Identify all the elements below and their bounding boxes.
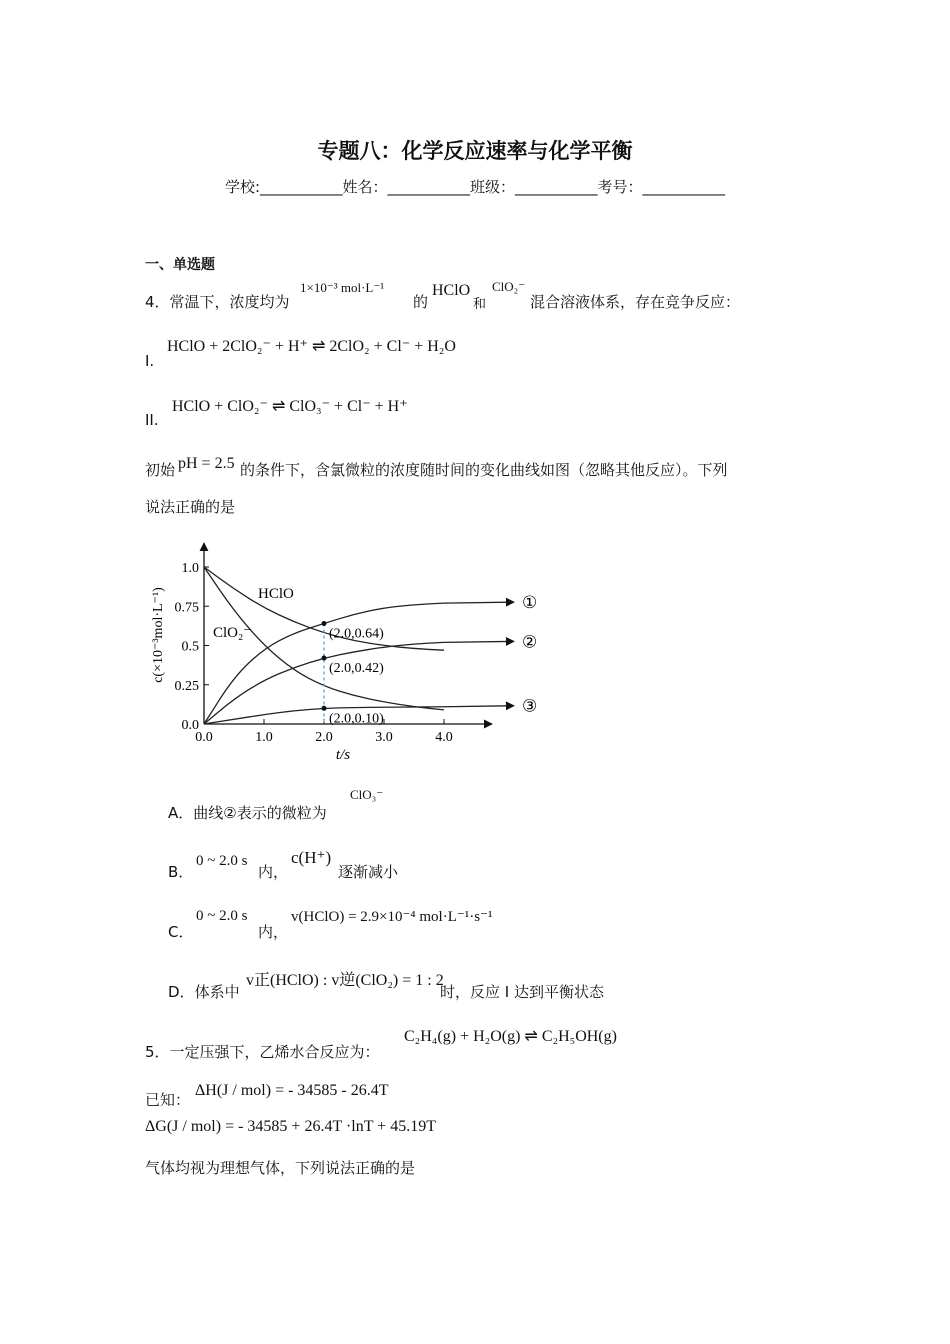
q4-ph: pH = 2.5 (178, 455, 235, 472)
q5-intro-line (145, 1041, 380, 1062)
series-end-label: ① (522, 593, 538, 613)
option-c-mid: 内， (258, 923, 289, 941)
option-a-label: A． (168, 804, 194, 822)
option-a[interactable] (168, 802, 327, 823)
q4-number: 4． (145, 293, 170, 311)
option-c[interactable] (168, 921, 193, 942)
option-d-text-a: 体系中 (194, 983, 240, 1001)
q5-known-label: 已知： (145, 1091, 191, 1109)
q4-condition-c: 说法正确的是 (145, 498, 236, 516)
y-axis-label: c(×10⁻³mol·L⁻¹) (151, 587, 166, 683)
option-b-formula: c(H⁺) (291, 848, 332, 867)
series-end-label: ② (522, 632, 538, 652)
option-a-formula: ClO₃⁻ (350, 787, 384, 802)
x-tick-label: 3.0 (375, 730, 393, 745)
series-arrow (444, 706, 514, 707)
option-d-formula: v正(HClO) : v逆(ClO₂) = 1 : 2 (246, 972, 444, 989)
x-tick-label: 1.0 (255, 730, 273, 745)
data-point-label: (2.0,0.42) (329, 661, 384, 677)
q4-intro-b: 的 (413, 293, 429, 311)
q4-hclo: HClO (432, 282, 471, 299)
option-c-formula: v(HClO) = 2.9×10⁻⁴ mol·L⁻¹·s⁻¹ (291, 909, 493, 925)
q5-reaction: C₂H₄(g) + H₂O(g) ⇌ C₂H₅OH(g) (404, 1028, 617, 1045)
data-point (322, 706, 327, 711)
option-d[interactable] (168, 981, 240, 1002)
series-arrow (444, 602, 514, 603)
option-b-label: B． (168, 863, 194, 881)
x-tick-label: 2.0 (315, 730, 333, 745)
x-tick-label: 4.0 (435, 730, 453, 745)
option-b-text: 逐渐减小 (338, 863, 399, 881)
option-d-label: D． (168, 983, 195, 1001)
x-axis-label: t/s (335, 747, 351, 763)
x-tick-label: 0.0 (195, 730, 213, 745)
q4-intro-a: 常温下，浓度均为 (169, 293, 290, 311)
y-tick-label: 0.25 (174, 678, 199, 694)
option-b[interactable] (168, 861, 193, 882)
option-b-range: 0 ~ 2.0 s (196, 853, 248, 869)
data-point (322, 656, 327, 661)
q5-delta-g: ΔG(J / mol) = - 34585 + 26.4T ·lnT + 45.19T (145, 1118, 436, 1135)
q4-concentration: 1×10⁻³ mol·L⁻¹ (300, 280, 385, 295)
y-tick-label: 1.0 (181, 561, 199, 576)
student-info-line: 学校:___________姓名：___________班级：___________考号：___________ (224, 178, 726, 196)
curve-label-hclo: HClO (258, 586, 294, 602)
concentration-time-chart (140, 535, 538, 765)
option-c-label: C． (168, 923, 194, 941)
option-a-text: 曲线②表示的微粒为 (193, 804, 327, 822)
page-title: 专题八：化学反应速率与化学平衡 (317, 139, 633, 163)
reaction-2-equation: HClO + ClO₂⁻ ⇌ ClO₃⁻ + Cl⁻ + H⁺ (172, 398, 408, 415)
series-end-label: ③ (522, 696, 538, 716)
y-tick-label: 0.5 (181, 639, 199, 655)
data-point (322, 621, 327, 626)
q5-intro: 一定压强下，乙烯水合反应为： (169, 1043, 380, 1061)
q4-condition-b: 的条件下，含氯微粒的浓度随时间的变化曲线如图（忽略其他反应）。下列 (240, 461, 728, 479)
reaction-2-label: II. (145, 411, 159, 429)
q5-tail: 气体均视为理想气体，下列说法正确的是 (145, 1159, 416, 1177)
q4-clo2: ClO₂⁻ (492, 279, 526, 294)
option-c-range: 0 ~ 2.0 s (196, 908, 248, 924)
option-b-mid: 内， (258, 863, 289, 881)
y-tick-label: 0.0 (181, 718, 199, 733)
q4-and: 和 (473, 297, 487, 312)
section-heading: 一、单选题 (145, 257, 215, 273)
curve-label-clo2: ClO₂⁻ (213, 625, 252, 641)
q5-number: 5． (145, 1043, 170, 1061)
reaction-1-label: I. (145, 352, 155, 370)
data-point-label: (2.0,0.64) (329, 626, 384, 642)
q4-intro-line (145, 291, 290, 312)
data-point-label: (2.0,0.10) (329, 711, 384, 727)
y-tick-label: 0.75 (174, 600, 199, 616)
option-d-text-b: 时，反应 I 达到平衡状态 (440, 983, 604, 1001)
q4-condition-a: 初始 (145, 461, 176, 479)
reaction-1-equation: HClO + 2ClO₂⁻ + H⁺ ⇌ 2ClO₂ + Cl⁻ + H₂O (167, 338, 456, 355)
q5-delta-h: ΔH(J / mol) = - 34585 - 26.4T (195, 1082, 389, 1099)
series-arrow (444, 641, 514, 642)
q4-intro-c: 混合溶液体系，存在竞争反应： (530, 293, 741, 311)
